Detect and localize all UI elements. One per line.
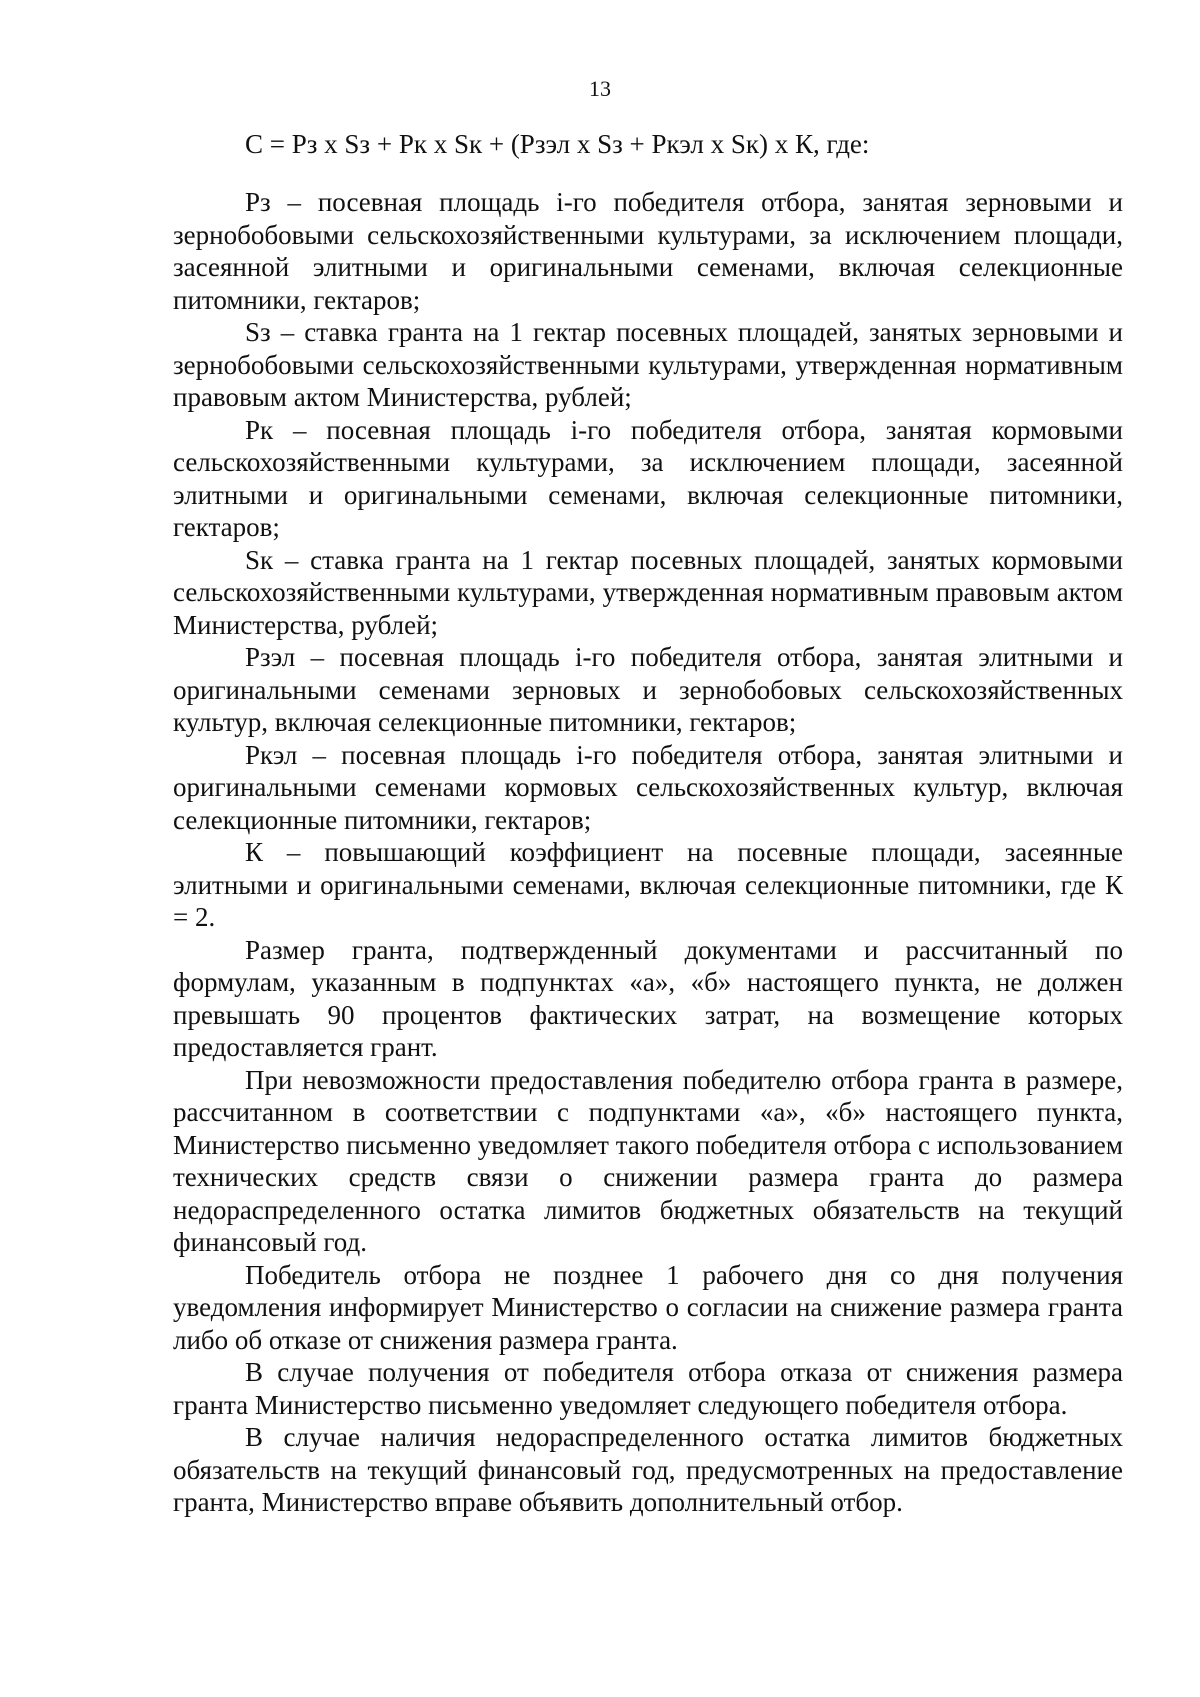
definition-pk: Рк – посевная площадь i-го победителя отбора, занятая кормовыми сельскохозяйственными культурами, за исключением площади, засеянной элитными и оригинальными семенами, включая селекционные питомники, гектаров; [173, 414, 1123, 542]
definition-k: К – повышающий коэффициент на посевные площади, засеянные элитными и оригинальными семенами, включая селекционные питомники, где К = 2. [173, 837, 1123, 932]
paragraph-additional-selection: В случае наличия недораспределенного остатка лимитов бюджетных обязательств на текущий финансовый год, предусмотренных на предоставление гранта, Министерство вправе объявить дополнительный отбор. [173, 1422, 1123, 1517]
definition-pz: Рз – посевная площадь i-го победителя отбора, занятая зерновыми и зернобобовыми сельскохозяйственными культурами, за исключением площади, засеянной элитными и оригинальными семенами, включая селекционные питомники, гектаров; [173, 187, 1123, 315]
definition-pkel: Ркэл – посевная площадь i-го победителя отбора, занятая элитными и оригинальными семенами кормовых сельскохозяйственных культур, включая селекционные питомники, гектаров; [173, 739, 1123, 835]
definition-sk: Sк – ставка гранта на 1 гектар посевных площадей, занятых кормовыми сельскохозяйственными культурами, утвержденная нормативным правовым актом Министерства, рублей; [173, 544, 1123, 640]
paragraph-grant-limit: Размер гранта, подтвержденный документами и рассчитанный по формулам, указанным в подпунктах «а», «б» настоящего пункта, не должен превышать 90 процентов фактических затрат, на возмещение которых предоставляется грант. [173, 934, 1123, 1062]
document-body [173, 186, 1123, 1519]
paragraph-refusal: В случае получения от победителя отбора отказа от снижения размера гранта Министерство письменно уведомляет следующего победителя отбора. [173, 1357, 1123, 1420]
paragraph-winner-response: Победитель отбора не позднее 1 рабочего дня со дня получения уведомления информирует Министерство о согласии на снижение размера гранта либо об отказе от снижения размера гранта. [173, 1259, 1123, 1355]
grant-formula: С = Рз х Sз + Рк х Sк + (Рзэл х Sз + Ркэл х Sк) х К, где: [245, 129, 870, 159]
definition-sz: Sз – ставка гранта на 1 гектар посевных площадей, занятых зерновыми и зернобобовыми сельскохозяйственными культурами, утвержденная нормативным правовым актом Министерства, рублей; [173, 317, 1123, 412]
paragraph-grant-reduction: При невозможности предоставления победителю отбора гранта в размере, рассчитанном в соответствии с подпунктами «а», «б» настоящего пункта, Министерство письменно уведомляет такого победителя отбора с использованием технических средств связи о снижении размера гранта до размера недораспределенного остатка лимитов бюджетных обязательств на текущий финансовый год. [173, 1064, 1123, 1257]
page-number: 13 [589, 76, 611, 101]
definition-pzel: Рзэл – посевная площадь i-го победителя отбора, занятая элитными и оригинальными семенами зерновых и зернобобовых сельскохозяйственных культур, включая селекционные питомники, гектаров; [173, 642, 1123, 737]
